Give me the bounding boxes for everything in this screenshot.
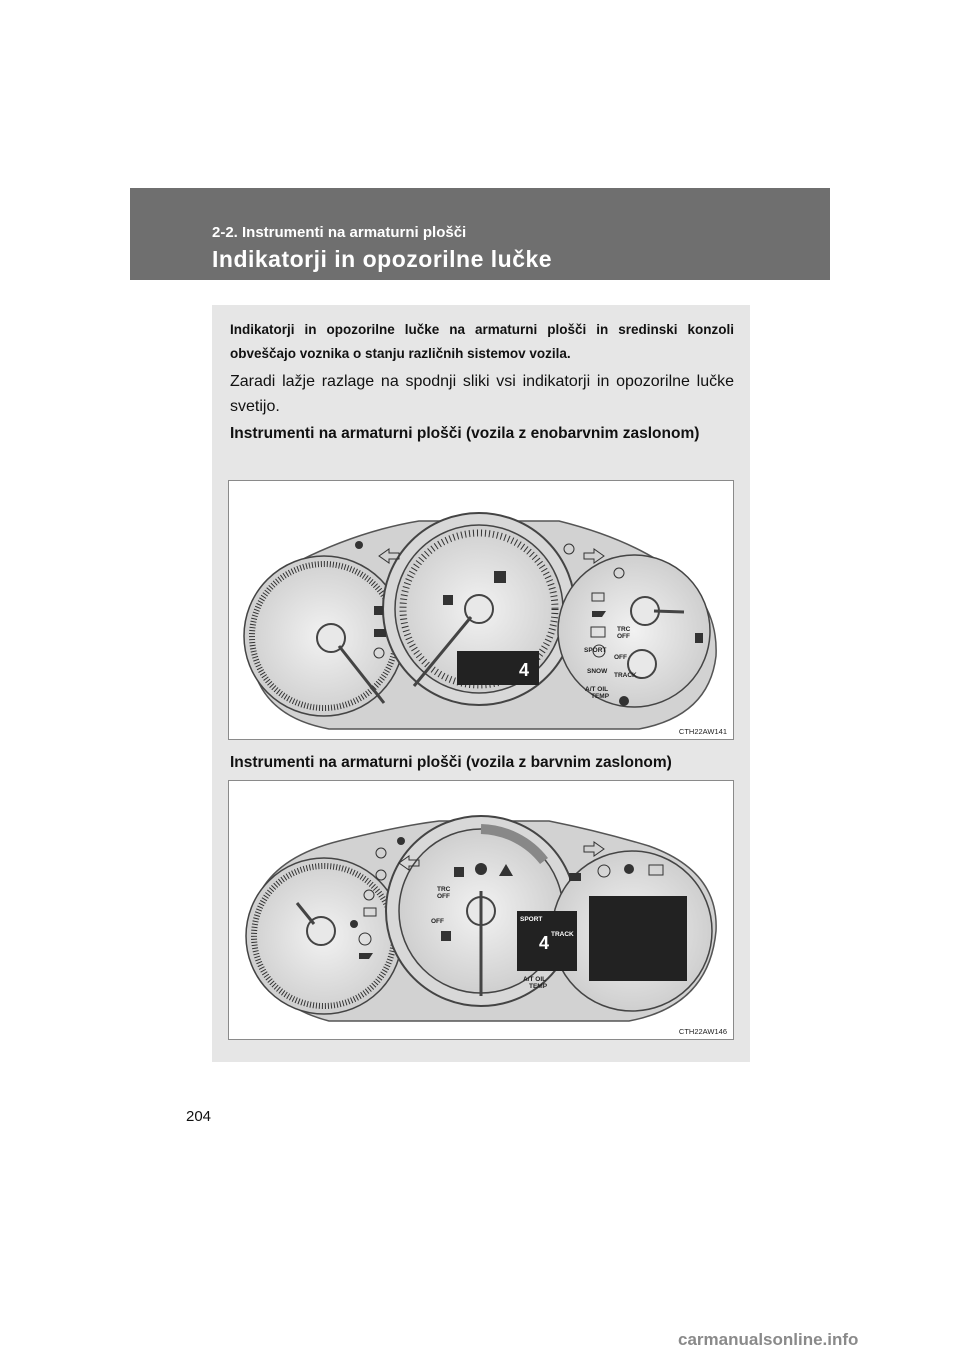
instrument-cluster-monochrome-illustration bbox=[229, 481, 733, 739]
figure-id-2: CTH22AW146 bbox=[678, 1027, 727, 1036]
figure-id-1: CTH22AW141 bbox=[678, 727, 727, 736]
track-label: TRACK bbox=[614, 672, 637, 679]
gear-indicator: 4 bbox=[519, 660, 530, 680]
beam-icon bbox=[374, 629, 386, 637]
fuel-temp-dial bbox=[558, 555, 710, 707]
off-label: OFF bbox=[431, 918, 444, 925]
gear-indicator: 4 bbox=[539, 933, 550, 953]
off-label: OFF bbox=[614, 654, 627, 661]
fuel-pump-icon bbox=[695, 633, 703, 643]
content-box bbox=[212, 305, 750, 1062]
trc-label-1: TRC bbox=[617, 626, 631, 633]
headlight-icon bbox=[397, 837, 405, 845]
door-open-icon bbox=[374, 606, 383, 615]
header-band bbox=[130, 188, 830, 280]
trc-label-1: TRC bbox=[437, 886, 451, 893]
figure-caption-color: Instrumenti na armaturni plošči (vozila z barvnim zaslonom) bbox=[230, 754, 672, 771]
at-oil-label-2: TEMP bbox=[591, 693, 610, 700]
skid-icon bbox=[494, 571, 506, 583]
airbag-icon bbox=[619, 696, 629, 706]
intro-bold-text: Indikatorji in opozorilne lučke na armaturni plošči in sredinski konzoli obveščajo voznika o stanju različnih sistemov vozila. bbox=[230, 322, 734, 361]
figure-caption-monochrome: Instrumenti na armaturni plošči (vozila z enobarvnim zaslonom) bbox=[230, 425, 700, 442]
trc-label-2: OFF bbox=[617, 633, 630, 640]
seatbelt-icon bbox=[350, 920, 358, 928]
trc-label-2: OFF bbox=[437, 893, 450, 900]
page-number: 204 bbox=[186, 1108, 212, 1125]
at-oil-label-1: A/T OIL bbox=[523, 976, 547, 983]
intro-normal-text: Zaradi lažje razlage na spodnji sliki vsi indikatorji in opozorilne lučke svetijo. bbox=[230, 373, 734, 415]
beam-icon bbox=[569, 873, 581, 881]
figure-color-cluster bbox=[228, 780, 734, 1040]
at-oil-label-2: TEMP bbox=[529, 983, 548, 990]
at-oil-label-1: A/T OIL bbox=[585, 686, 609, 693]
sport-label: SPORT bbox=[520, 916, 543, 923]
headlight-icon bbox=[355, 541, 363, 549]
track-label: TRACK bbox=[551, 931, 574, 938]
section-label: 2-2. Instrumenti na armaturni plošči bbox=[212, 224, 467, 241]
door-open-icon bbox=[475, 863, 487, 875]
color-display bbox=[589, 896, 687, 981]
skid-icon bbox=[454, 867, 464, 877]
security-icon bbox=[443, 595, 453, 605]
watermark: carmanualsonline.info bbox=[678, 1330, 859, 1349]
instrument-cluster-color-illustration bbox=[229, 781, 733, 1039]
sport-label: SPORT bbox=[584, 647, 607, 654]
security-icon bbox=[441, 931, 451, 941]
figure-monochrome-cluster bbox=[228, 480, 734, 740]
snow-label: SNOW bbox=[587, 668, 608, 675]
airbag-icon bbox=[624, 864, 634, 874]
page-title: Indikatorji in opozorilne lučke bbox=[212, 246, 553, 272]
